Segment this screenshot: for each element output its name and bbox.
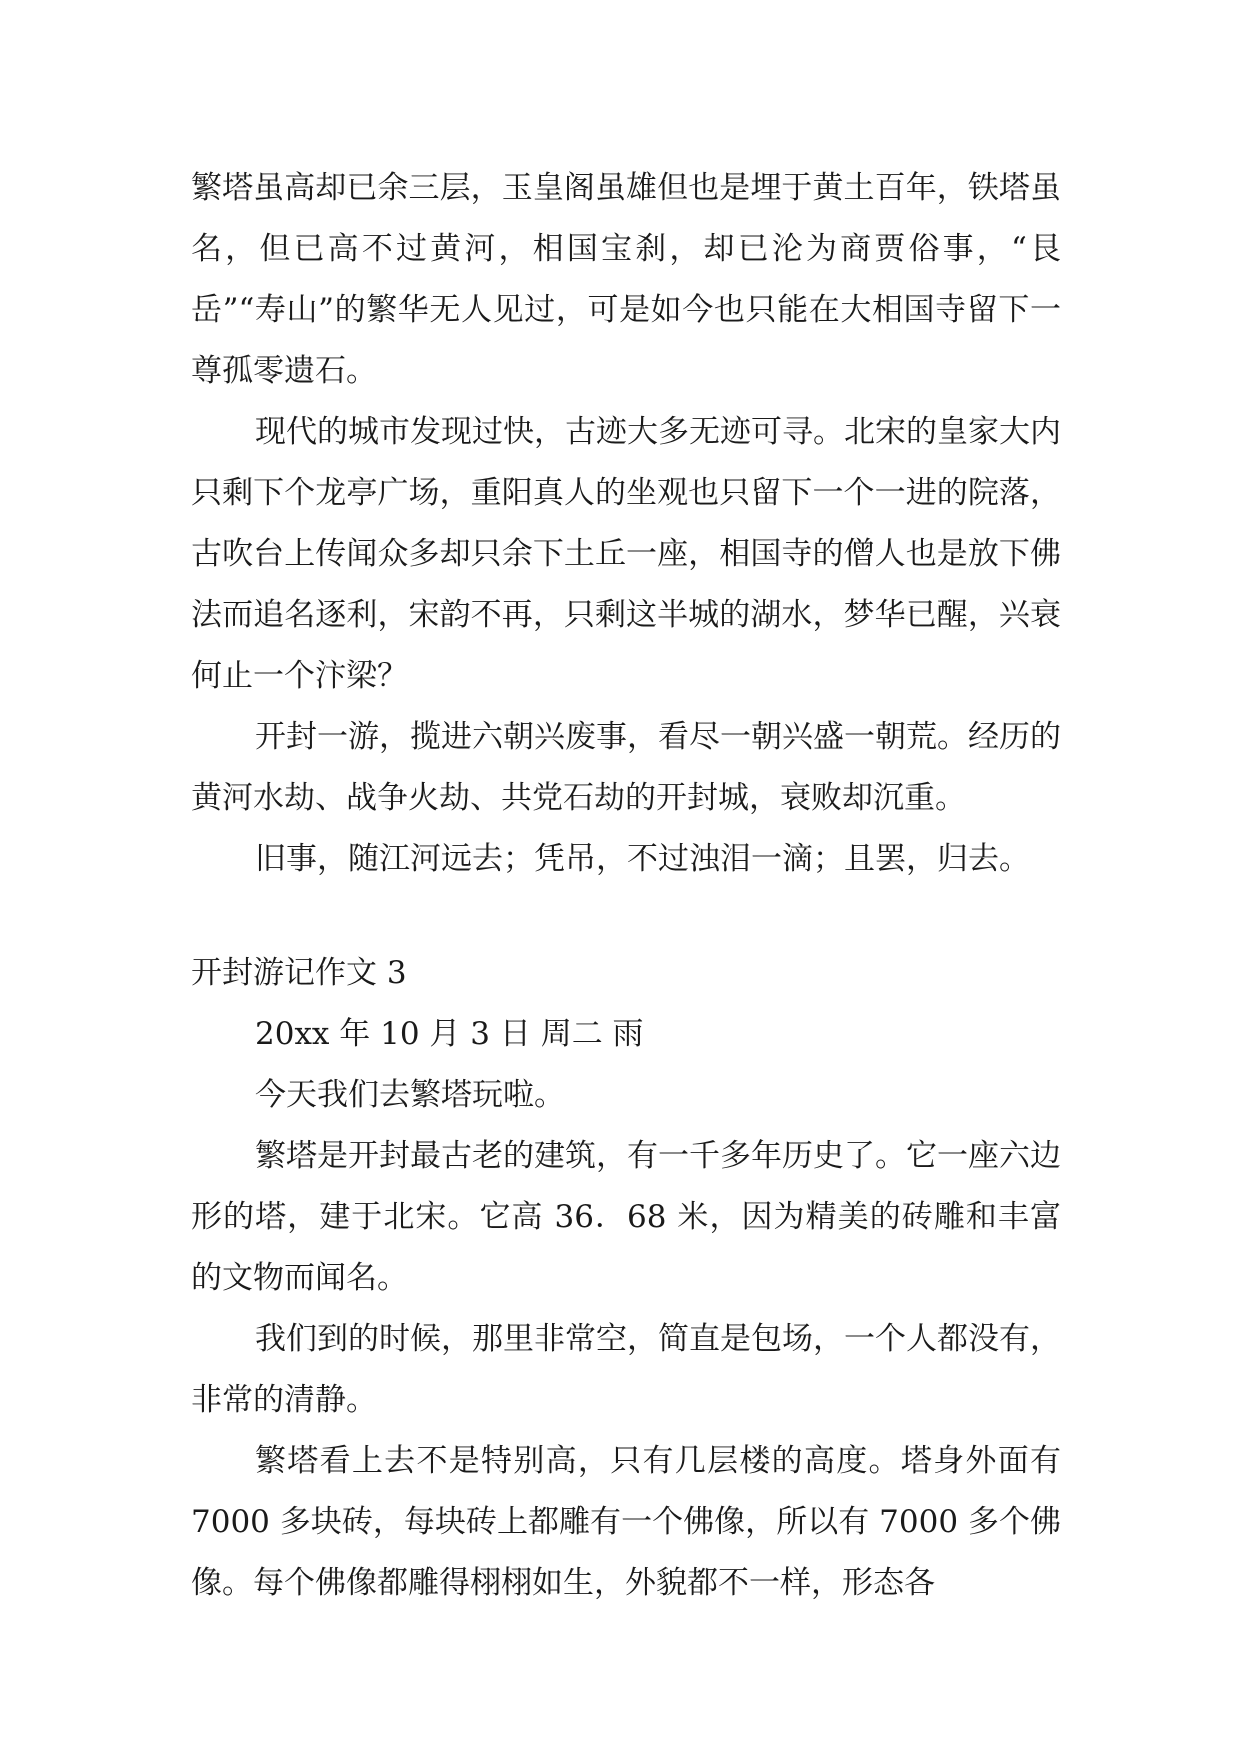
date-line: 20xx 年 10 月 3 日 周二 雨 [255,1016,644,1052]
paragraph: 开封一游，揽进六朝兴废事，看尽一朝兴盛一朝荒。经历的黄河水劫、战争火劫、共党石劫的开封城，衰败却沉重。 [191,719,1061,816]
paragraph: 现代的城市发现过快，古迹大多无迹可寻。北宋的皇家大内只剩下个龙亭广场，重阳真人的坐观也只留下一个一进的院落，古吹台上传闻众多却只余下土丘一座，相国寺的僧人也是放下佛法而追名逐利，宋韵不再，只剩这半城的湖水，梦华已醒，兴衰何止一个汴梁？ [191,414,1061,694]
section-gap [191,890,1061,943]
document-body [191,158,1061,1614]
paragraph: 今天我们去繁塔玩啦。 [255,1077,565,1113]
paragraph: 繁塔看上去不是特别高，只有几层楼的高度。塔身外面有 7000 多块砖，每块砖上都雕有一个佛像，所以有 7000 多个佛像。每个佛像都雕得栩栩如生，外貌都不一样，形态各 [191,1443,1061,1601]
paragraph: 旧事，随江河远去；凭吊，不过浊泪一滴；且罢，归去。 [255,841,1030,877]
section-title: 开封游记作文 3 [191,955,407,991]
paragraph: 繁塔是开封最古老的建筑，有一千多年历史了。它一座六边形的塔，建于北宋。它高 36．68 米，因为精美的砖雕和丰富的文物而闻名。 [191,1138,1061,1296]
paragraph: 繁塔虽高却已余三层，玉皇阁虽雄但也是埋于黄土百年，铁塔虽名，但已高不过黄河，相国宝刹，却已沦为商贾俗事，“艮岳”“寿山”的繁华无人见过，可是如今也只能在大相国寺留下一尊孤零遗石。 [191,170,1061,389]
paragraph: 我们到的时候，那里非常空，简直是包场，一个人都没有，非常的清静。 [191,1321,1061,1418]
